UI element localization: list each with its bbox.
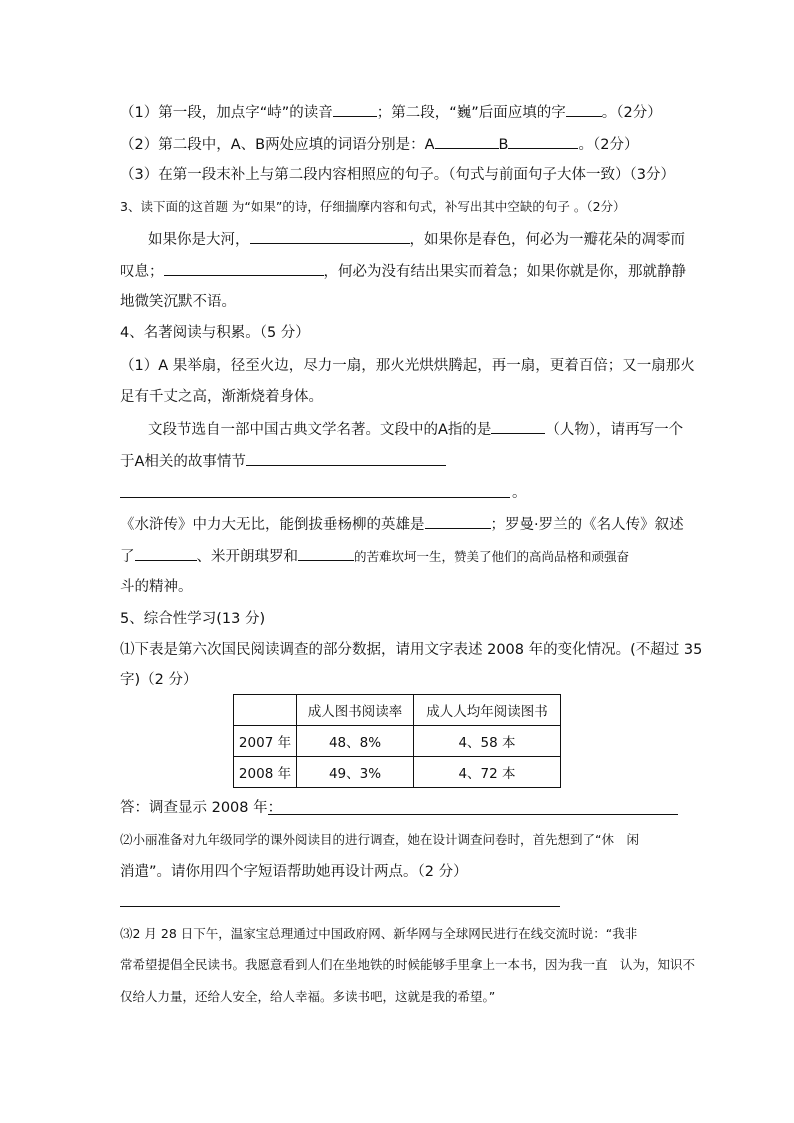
q4-line6-text: 了: [120, 549, 135, 565]
q3-line1: [148, 229, 685, 250]
table-row: [234, 757, 561, 788]
q4-question-text2: （人物），请再写一个: [545, 422, 684, 438]
q2-sub1-text2: ；第二段，“巍”后面应填的字: [376, 105, 566, 121]
table-header-row: [234, 695, 561, 726]
q2-sub3: （3）在第一段末补上与第二段内容相照应的句子。（句式与前面句子大体一致）（3分）: [120, 167, 675, 183]
q5-sub2-line1: ⑵小丽准备对九年级同学的课外阅读目的进行调查，她在设计调查问卷时，首先想到了“休 闲: [120, 832, 639, 847]
table-header-cell: 成人人均年阅读图书: [414, 695, 561, 726]
answer-blank[interactable]: [566, 102, 602, 117]
q2-sub2: [120, 134, 638, 155]
table-cell: 4、72 本: [414, 757, 561, 788]
q4-question-text3: 于A相关的故事情节: [120, 454, 246, 470]
answer-blank[interactable]: [164, 261, 324, 276]
q5-sub3-line1: ⑶2 月 28 日下午，温家宝总理通过中国政府网、新华网与全球网民进行在线交流时说：“我非: [120, 926, 638, 941]
table-cell: 4、58 本: [414, 726, 561, 757]
q2-sub1-text: （1）第一段，加点字“峙”的读音: [120, 105, 333, 121]
answer-line[interactable]: [120, 906, 560, 907]
q5-sub1-line1: ⑴下表是第六次国民阅读调查的部分数据，请用文字表述 2008 年的变化情况。(不超过 35: [120, 642, 703, 658]
table-cell: 2007 年: [234, 726, 297, 757]
answer-blank[interactable]: [491, 419, 545, 434]
q4-question-line2: [120, 451, 446, 472]
table-header-cell: 成人图书阅读率: [297, 695, 414, 726]
q2-sub2-text: （2）第二段中，A、B两处应填的词语分别是：A: [120, 137, 435, 153]
answer-blank[interactable]: [135, 546, 197, 561]
answer-blank-b[interactable]: [508, 134, 578, 149]
q3-line1-text2: ，如果你是春色，何必为一瓣花朵的凋零而: [409, 232, 685, 248]
q2-sub2-label-b: B: [498, 137, 509, 153]
q3-line2-text2: ，何必为没有结出果实而着急；如果你就是你，那就静静: [323, 264, 686, 280]
answer-line[interactable]: [120, 497, 510, 498]
q2-sub2-score: 。（2分）: [578, 137, 639, 153]
table-row: [234, 726, 561, 757]
q4-passage-line1: （1）A 果举扇，径至火边，尽力一扇，那火光烘烘腾起，再一扇，更着百倍；又一扇那火: [120, 358, 695, 374]
q3-line2-text: 叹息；: [120, 264, 164, 280]
q2-sub1: [120, 102, 662, 123]
q3-line2: [120, 261, 686, 282]
answer-label: [120, 798, 282, 818]
table-cell: 48、8%: [297, 726, 414, 757]
q4-stem: 4、名著阅读与积累。（5 分）: [120, 325, 310, 341]
table-header-cell: [234, 695, 297, 726]
answer-label-text: 答：调查显示 2008 年：: [120, 800, 283, 816]
q3-line3: 地微笑沉默不语。: [120, 294, 236, 310]
q4-passage-line2: 足有千丈之高，渐渐烧着身体。: [120, 389, 323, 405]
q4-line-end: 。: [512, 485, 527, 501]
reading-survey-table: [233, 694, 561, 788]
answer-line[interactable]: [268, 814, 678, 815]
q4-line6-text3: 的苦难坎坷一生，赞美了他们的高尚品格和顽强奋: [354, 549, 630, 564]
table-cell: 2008 年: [234, 757, 297, 788]
answer-blank[interactable]: [425, 514, 491, 529]
q3-line1-text: 如果你是大河，: [148, 232, 250, 248]
q5-sub3-line2: 常希望提倡全民读书。我愿意看到人们在坐地铁的时候能够手里拿上一本书，因为我一直 认为，知识不: [120, 957, 696, 972]
answer-blank[interactable]: [250, 229, 410, 244]
q4-question-line1: [148, 419, 683, 440]
q4-line6: [120, 546, 629, 567]
q3-stem: 3、读下面的这首题 为“如果”的诗，仔细揣摩内容和句式，补写出其中空缺的句子 。（2分）: [120, 199, 626, 214]
q4-line7: 斗的精神。: [120, 579, 193, 595]
q4-line5-text2: ；罗曼·罗兰的《名人传》叙述: [490, 517, 684, 533]
answer-blank[interactable]: [246, 451, 446, 466]
q5-sub3-line3: 仅给人力量，还给人安全，给人幸福。多读书吧，这就是我的希望。”: [120, 989, 496, 1004]
q4-question-text: 文段节选自一部中国古典文学名著。文段中的A指的是: [148, 422, 492, 438]
q2-sub1-score: 。（2分）: [601, 105, 662, 121]
q5-stem: 5、综合性学习(13 分): [120, 611, 266, 627]
answer-blank-a[interactable]: [435, 134, 499, 149]
q5-sub2-line2: 消遣”。请你用四个字短语帮助她再设计两点。（2 分）: [120, 864, 468, 880]
table-cell: 49、3%: [297, 757, 414, 788]
q4-line6-text2: 、米开朗琪罗和: [196, 549, 298, 565]
q4-line5: [120, 514, 684, 535]
q4-line5-text: 《水浒传》中力大无比，能倒拔垂杨柳的英雄是: [120, 517, 425, 533]
answer-blank[interactable]: [298, 546, 354, 561]
q5-sub1-line2: 字)（2 分）: [120, 672, 198, 688]
answer-blank[interactable]: [333, 102, 377, 117]
